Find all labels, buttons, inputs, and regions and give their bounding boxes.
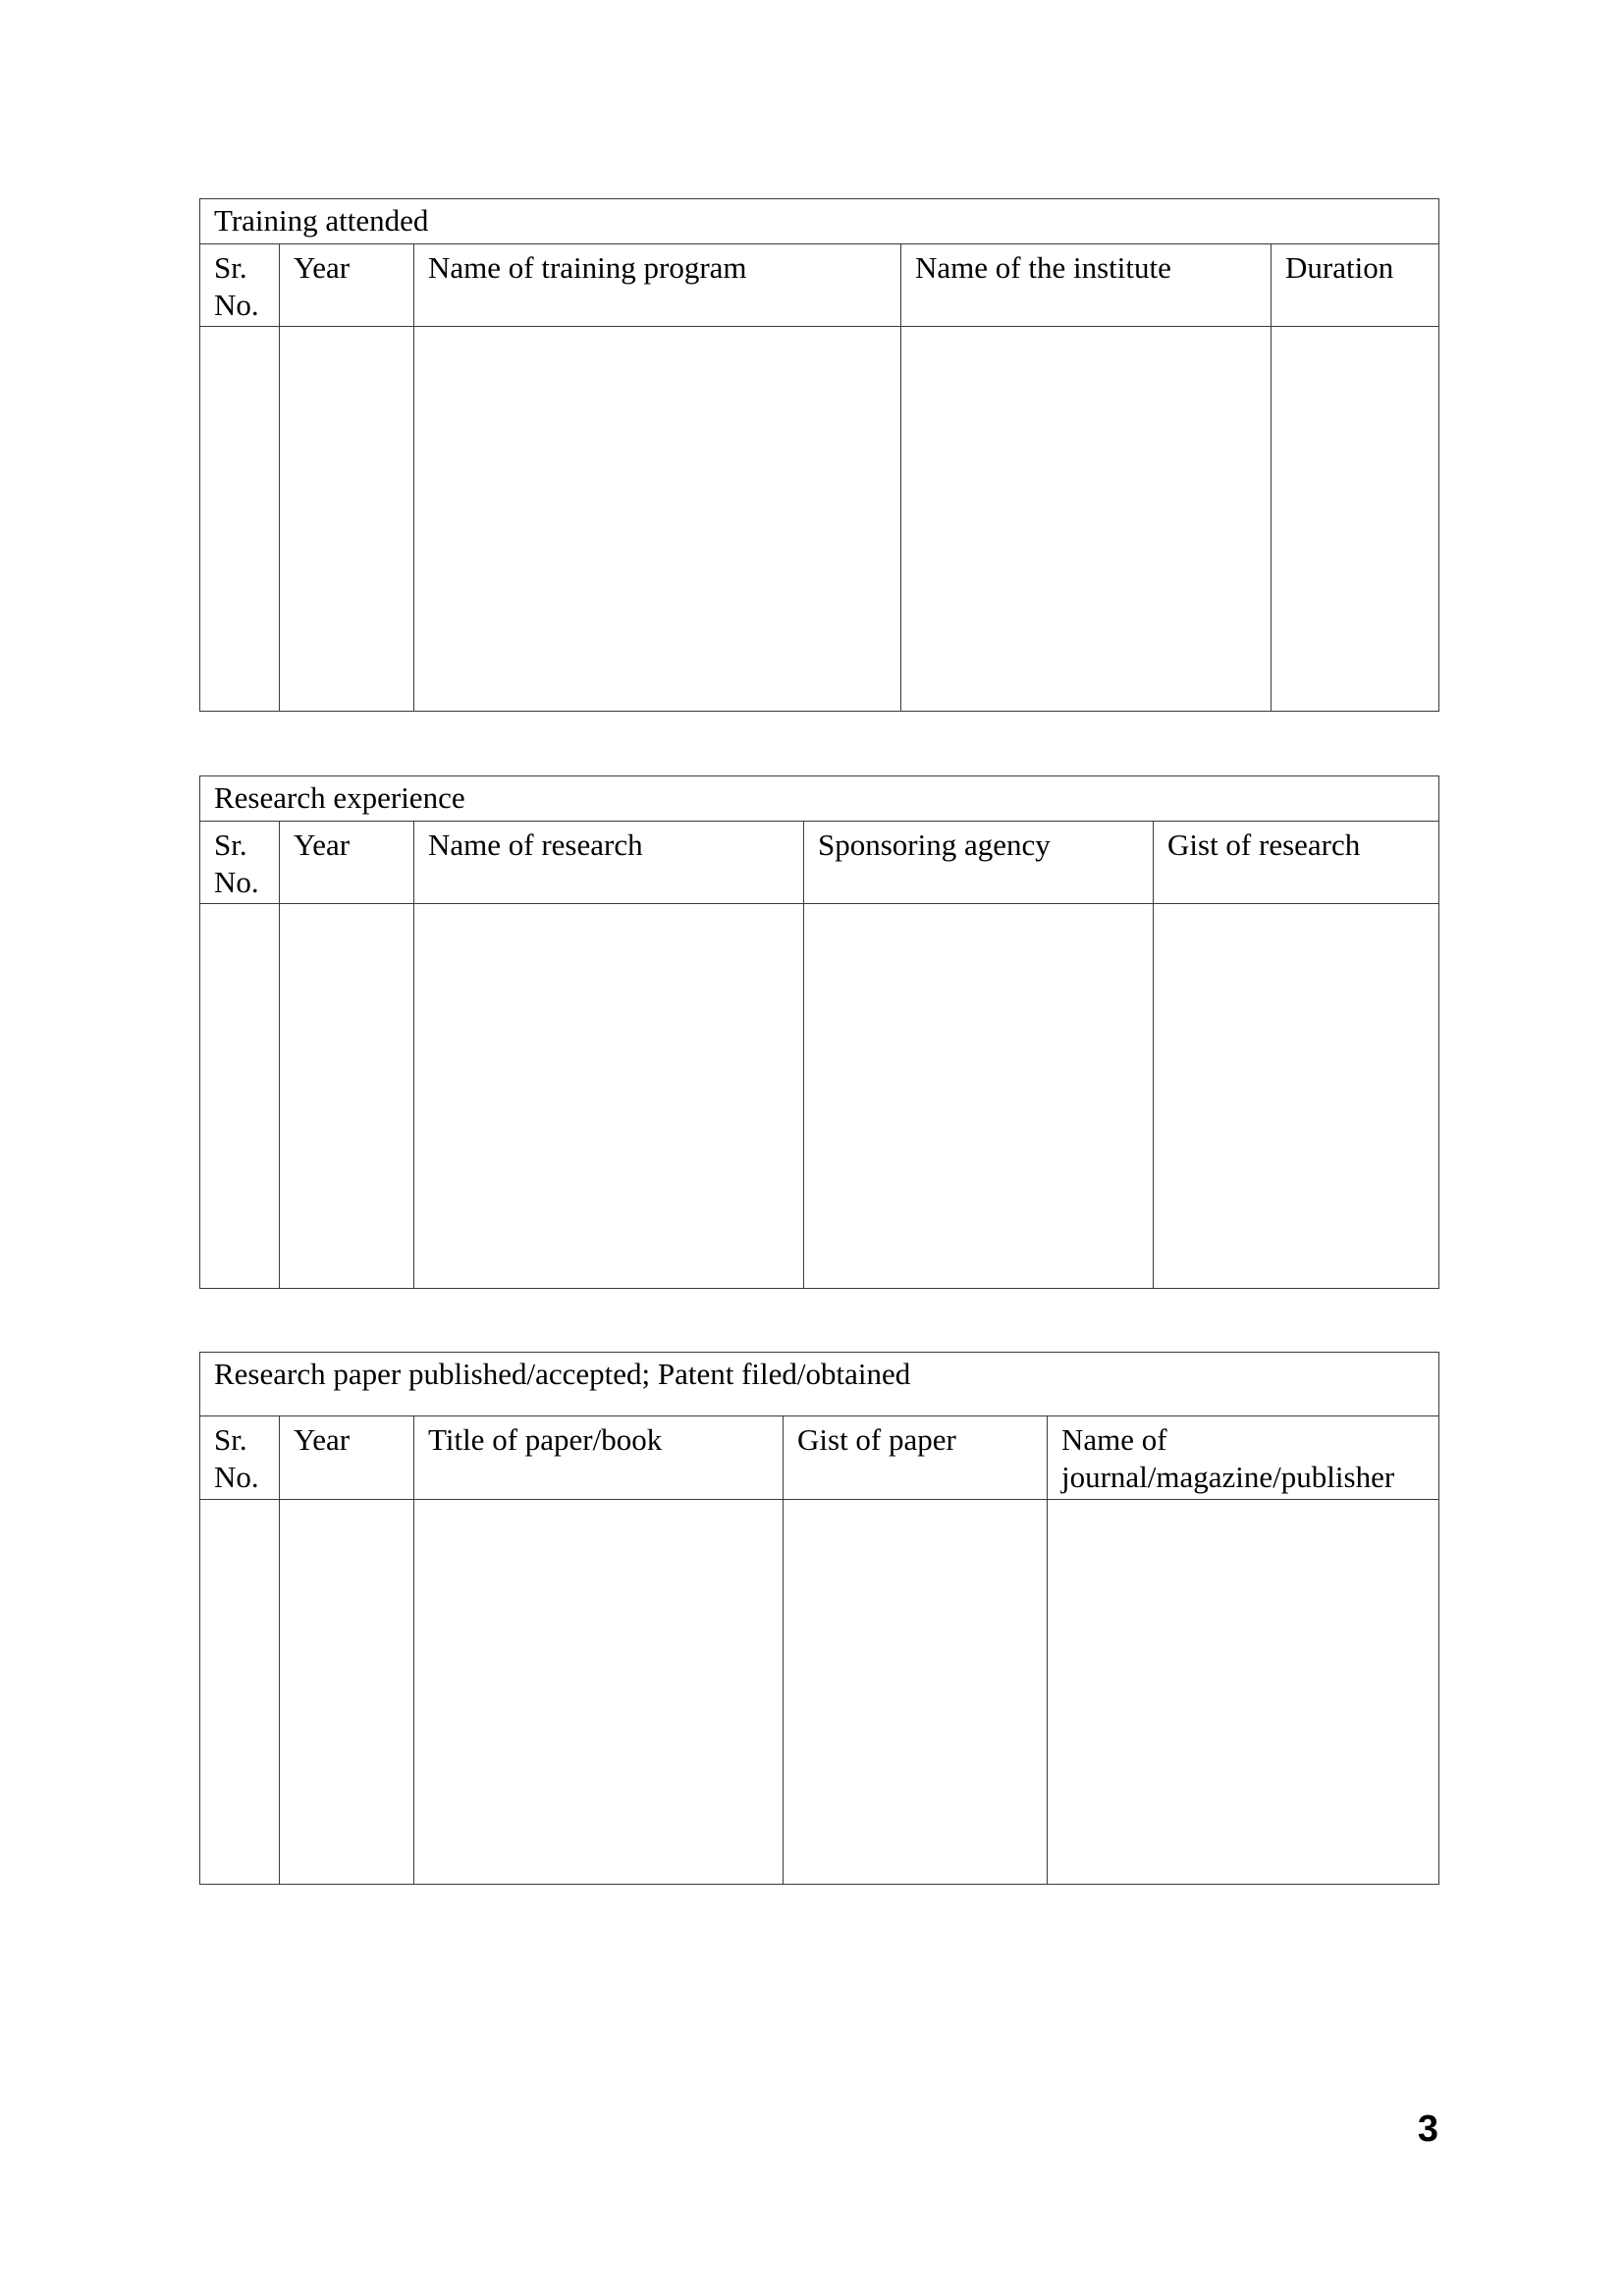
column-header-sr-no: Sr. No. bbox=[200, 244, 280, 327]
column-header-sr-no: Sr. No. bbox=[200, 1416, 280, 1500]
column-header-duration: Duration bbox=[1272, 244, 1439, 327]
column-header-sponsoring-agency: Sponsoring agency bbox=[804, 822, 1154, 904]
blank-cell[interactable] bbox=[200, 904, 280, 1289]
blank-cell[interactable] bbox=[280, 1500, 414, 1885]
training-attended-table bbox=[199, 198, 1439, 712]
blank-cell[interactable] bbox=[200, 327, 280, 712]
research-experience-table bbox=[199, 775, 1439, 1289]
blank-cell[interactable] bbox=[280, 904, 414, 1289]
column-header-journal-publisher: Name of journal/magazine/publisher bbox=[1048, 1416, 1439, 1500]
column-header-gist-of-paper: Gist of paper bbox=[784, 1416, 1048, 1500]
blank-cell[interactable] bbox=[414, 1500, 784, 1885]
blank-cell[interactable] bbox=[901, 327, 1272, 712]
blank-cell[interactable] bbox=[200, 1500, 280, 1885]
table-title: Training attended bbox=[200, 199, 1439, 244]
blank-entry-row bbox=[200, 904, 1439, 1289]
blank-entry-row bbox=[200, 1500, 1439, 1885]
column-header-institute: Name of the institute bbox=[901, 244, 1272, 327]
publications-table bbox=[199, 1352, 1439, 1885]
column-header-year: Year bbox=[280, 822, 414, 904]
blank-cell[interactable] bbox=[1154, 904, 1439, 1289]
column-header-gist-of-research: Gist of research bbox=[1154, 822, 1439, 904]
column-header-year: Year bbox=[280, 244, 414, 327]
column-header-sr-no: Sr. No. bbox=[200, 822, 280, 904]
table-title: Research experience bbox=[200, 776, 1439, 822]
table-title: Research paper published/accepted; Patent filed/obtained bbox=[200, 1353, 1439, 1416]
blank-cell[interactable] bbox=[784, 1500, 1048, 1885]
blank-cell[interactable] bbox=[414, 904, 804, 1289]
blank-cell[interactable] bbox=[414, 327, 901, 712]
blank-cell[interactable] bbox=[280, 327, 414, 712]
blank-entry-row bbox=[200, 327, 1439, 712]
column-header-training-program: Name of training program bbox=[414, 244, 901, 327]
blank-cell[interactable] bbox=[804, 904, 1154, 1289]
blank-cell[interactable] bbox=[1272, 327, 1439, 712]
blank-cell[interactable] bbox=[1048, 1500, 1439, 1885]
column-header-name-of-research: Name of research bbox=[414, 822, 804, 904]
column-header-year: Year bbox=[280, 1416, 414, 1500]
page-number: 3 bbox=[1417, 2109, 1438, 2150]
column-header-title-of-paper: Title of paper/book bbox=[414, 1416, 784, 1500]
